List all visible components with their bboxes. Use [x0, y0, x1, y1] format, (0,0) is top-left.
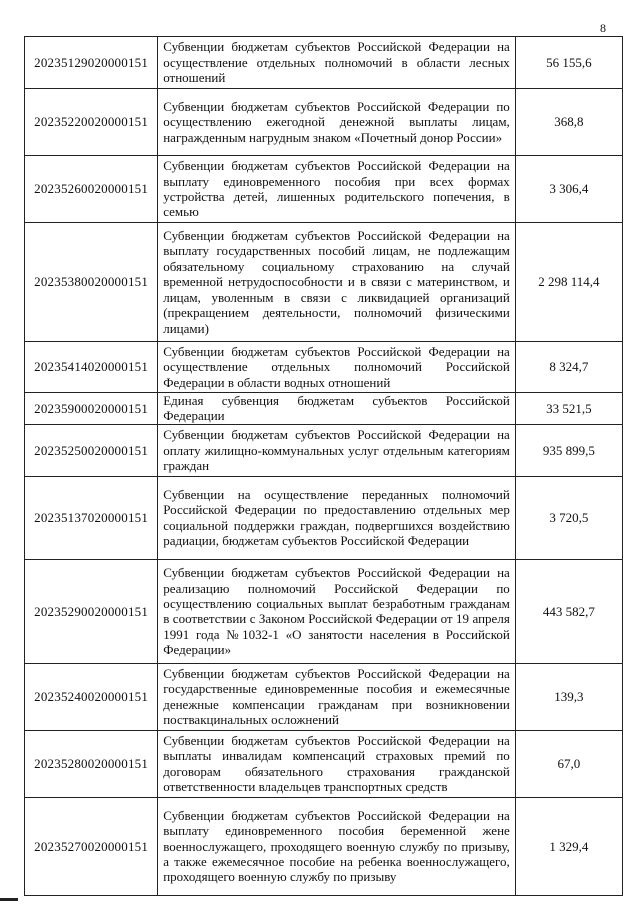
table-row: [25, 89, 623, 156]
budget-code-cell: 20235900020000151: [25, 393, 158, 425]
table-row: [25, 342, 623, 393]
table-row: [25, 424, 623, 476]
subventions-table-body: [25, 37, 623, 896]
table-row: [25, 37, 623, 89]
budget-code-cell: 20235220020000151: [25, 89, 158, 156]
table-row: [25, 156, 623, 223]
table-row: [25, 663, 623, 730]
scan-edge-mark: [0, 898, 18, 901]
description-cell: Субвенции на осуществление переданных полномочий Российской Федерации по предоставлению отдельных мер социальной поддержки граждан, подвергшихся воздействию радиации, бюджетам субъектов Российской Федерации: [158, 476, 516, 559]
amount-cell: 8 324,7: [515, 342, 622, 393]
table-row: [25, 393, 623, 425]
budget-code-cell: 20235290020000151: [25, 559, 158, 663]
description-cell: Единая субвенция бюджетам субъектов Российской Федерации: [158, 393, 516, 425]
amount-cell: 2 298 114,4: [515, 223, 622, 342]
budget-code-cell: 20235270020000151: [25, 797, 158, 895]
budget-code-cell: 20235280020000151: [25, 730, 158, 797]
budget-code-cell: 20235240020000151: [25, 663, 158, 730]
amount-cell: 368,8: [515, 89, 622, 156]
budget-code-cell: 20235260020000151: [25, 156, 158, 223]
budget-code-cell: 20235414020000151: [25, 342, 158, 393]
table-row: [25, 730, 623, 797]
description-cell: Субвенции бюджетам субъектов Российской Федерации по осуществлению ежегодной денежной выплаты лицам, награжденным нагрудным знаком «Почетный донор России»: [158, 89, 516, 156]
amount-cell: 33 521,5: [515, 393, 622, 425]
description-cell: Субвенции бюджетам субъектов Российской Федерации на государственные единовременные пособия и ежемесячные денежные компенсации гражданам при возникновении поствакцинальных осложнений: [158, 663, 516, 730]
table-row: [25, 223, 623, 342]
amount-cell: 443 582,7: [515, 559, 622, 663]
amount-cell: 1 329,4: [515, 797, 622, 895]
description-cell: Субвенции бюджетам субъектов Российской Федерации на оплату жилищно-коммунальных услуг отдельным категориям граждан: [158, 424, 516, 476]
description-cell: Субвенции бюджетам субъектов Российской Федерации на выплату государственных пособий лицам, не подлежащим обязательному социальному страхованию на случай временной нетрудоспособности и в связи с материнством, и лицам, уволенным в связи с ликвидацией организаций (прекращением деятельности, полномочий физическими лицами): [158, 223, 516, 342]
description-cell: Субвенции бюджетам субъектов Российской Федерации на реализацию полномочий Российской Федерации по осуществлению социальных выплат безработным гражданам в соответствии с Законом Российской Федерации от 19 апреля 1991 года №1032-1 «О занятости населения в Российской Федерации»: [158, 559, 516, 663]
description-cell: Субвенции бюджетам субъектов Российской Федерации на осуществление отдельных полномочий в области лесных отношений: [158, 37, 516, 89]
description-cell: Субвенции бюджетам субъектов Российской Федерации на осуществление отдельных полномочий Российской Федерации в области водных отношений: [158, 342, 516, 393]
amount-cell: 67,0: [515, 730, 622, 797]
table-row: [25, 559, 623, 663]
table-row: [25, 476, 623, 559]
amount-cell: 3 306,4: [515, 156, 622, 223]
description-cell: Субвенции бюджетам субъектов Российской Федерации на выплату единовременного пособия беременной жене военнослужащего, проходящего военную службу по призыву, а также ежемесячное пособие на ребенка военнослужащего, проходящего военную службу по призыву: [158, 797, 516, 895]
budget-code-cell: 20235250020000151: [25, 424, 158, 476]
amount-cell: 139,3: [515, 663, 622, 730]
table-row: [25, 797, 623, 895]
amount-cell: 935 899,5: [515, 424, 622, 476]
budget-code-cell: 20235380020000151: [25, 223, 158, 342]
amount-cell: 3 720,5: [515, 476, 622, 559]
budget-code-cell: 20235137020000151: [25, 476, 158, 559]
subventions-table: [24, 36, 623, 896]
description-cell: Субвенции бюджетам субъектов Российской Федерации на выплату единовременного пособия при всех формах устройства детей, лишенных родительского попечения, в семью: [158, 156, 516, 223]
budget-code-cell: 20235129020000151: [25, 37, 158, 89]
amount-cell: 56 155,6: [515, 37, 622, 89]
description-cell: Субвенции бюджетам субъектов Российской Федерации на выплаты инвалидам компенсаций страховых премий по договорам обязательного страхования гражданской ответственности владельцев транспортных средств: [158, 730, 516, 797]
page-number: 8: [600, 21, 606, 35]
